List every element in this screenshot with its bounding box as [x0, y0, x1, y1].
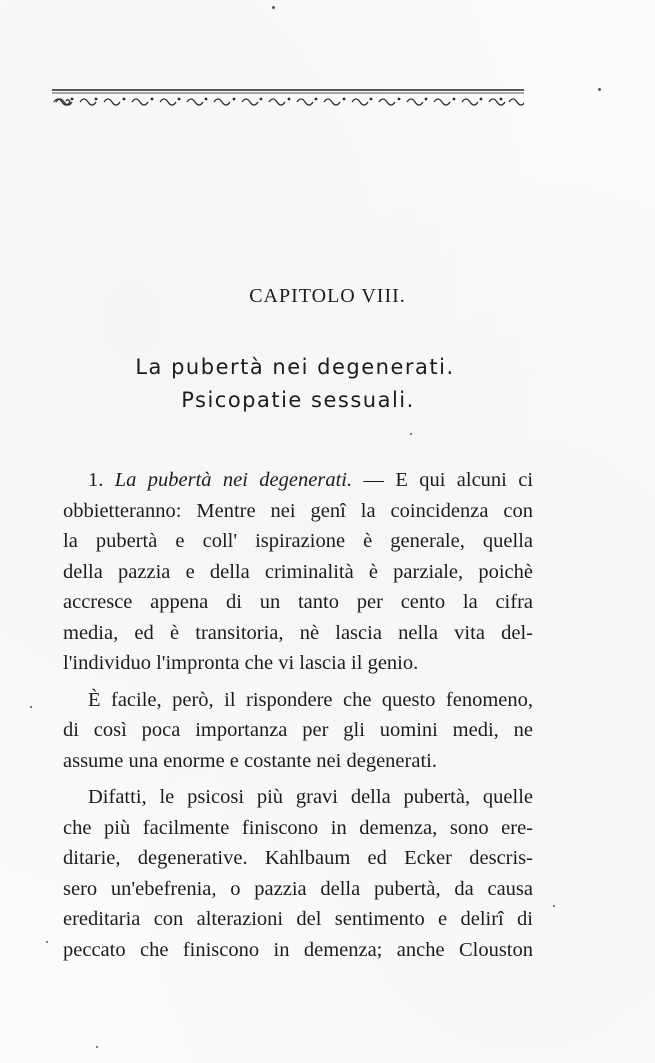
scan-speck: [553, 905, 555, 907]
section-heading: La pubertà nei degenerati.: [114, 469, 353, 491]
text-line: È facile, però, il rispondere che questo fenomeno,: [88, 688, 533, 711]
text-line: di così poca importanza per gli uomini medi, ne: [63, 719, 533, 741]
chapter-number: CAPITOLO VIII.: [249, 285, 406, 307]
text-line: accresce appena di un tanto per cento la cifra: [63, 591, 533, 613]
text-line: ditarie, degenerative. Kahlbaum ed Ecker descris-: [63, 847, 533, 869]
scan-speck: [272, 6, 275, 9]
text-line: la pubertà e coll' ispirazione è generale, quella: [63, 530, 533, 552]
text-line: che più facilmente finiscono in demenza, sono ere-: [63, 816, 533, 839]
ornamental-border: [52, 88, 524, 110]
scan-speck: [30, 706, 32, 708]
scan-speck: [96, 1046, 98, 1048]
section-number: 1.: [88, 469, 104, 491]
text-line: sero un'ebefrenia, o pazzia della pubertà, da causa: [63, 877, 533, 900]
text-line: della pazzia e della criminalità è parziale, poichè: [63, 560, 533, 583]
text-line: media, ed è transitoria, nè lascia nella vita del-: [63, 621, 533, 644]
text-line: l'individuo l'impronta che vi lascia il genio.: [63, 652, 419, 674]
text-line: ereditaria con alterazioni del sentimento e delirî di: [63, 908, 533, 930]
text-line: peccato che finiscono in demenza; anche Clouston: [63, 938, 533, 961]
section-lead: — E qui alcuni ci: [363, 469, 534, 491]
text-line: obbietteranno: Mentre nei genî la coincidenza con: [63, 499, 533, 522]
text-line: [63, 465, 533, 496]
chapter-title-line-1: La pubertà nei degenerati.: [135, 355, 455, 379]
scan-speck: [46, 941, 48, 943]
scan-speck: [598, 88, 601, 91]
body-text: [63, 465, 533, 965]
text-line: Difatti, le psicosi più gravi della pubertà, quelle: [88, 786, 533, 808]
scan-speck: [410, 433, 412, 435]
text-line: assume una enorme e costante nei degenerati.: [63, 749, 437, 772]
chapter-title-line-2: Psicopatie sessuali.: [181, 388, 415, 412]
